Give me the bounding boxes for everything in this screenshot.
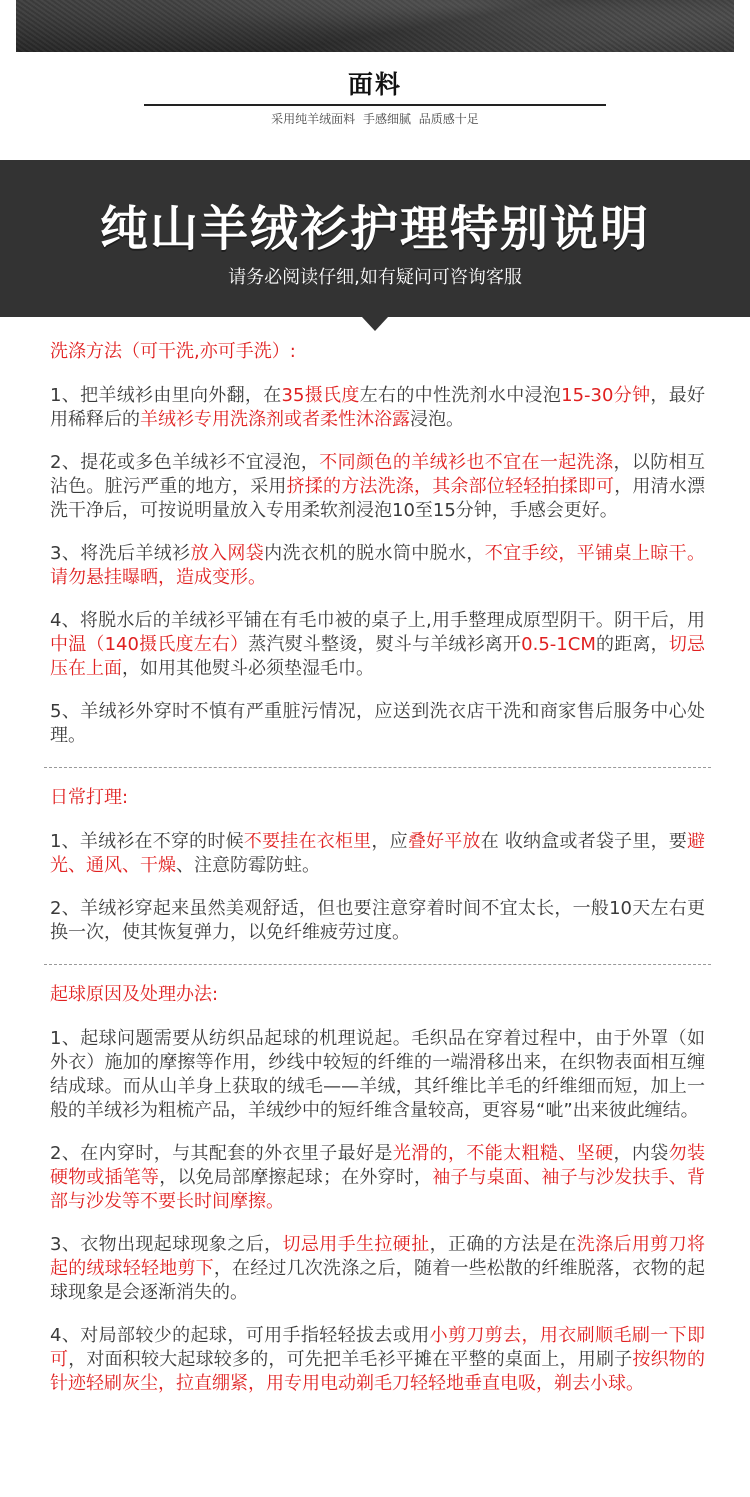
care-paragraph <box>50 897 705 945</box>
banner-title: 纯山羊绒衫护理特别说明 <box>99 201 650 257</box>
highlight-text: 按织物的针迹轻刷灰尘，拉直绷紧，用专用电动剃毛刀轻轻地垂直电吸，剃去小球。 <box>50 1349 706 1394</box>
body-text: 内洗衣机的脱水筒中脱水， <box>264 543 485 564</box>
body-text: 5、羊绒衫外穿时不慎有严重脏污情况，应送到洗衣店干洗和商家售后服务中心处理。 <box>50 701 705 746</box>
care-paragraph <box>50 700 705 748</box>
fabric-subtitle: 采用纯羊绒面料 手感细腻 品质感十足 <box>271 112 479 126</box>
body-text: 3、将洗后羊绒衫 <box>50 543 191 564</box>
highlight-text: 0.5-1CM <box>521 634 596 655</box>
highlight-text: 洗涤后用剪刀将起的绒球轻轻地剪下 <box>50 1234 706 1279</box>
body-text: 在 收纳盒或者袋子里，要 <box>480 831 688 852</box>
daily-heading: 日常打理: <box>50 787 129 808</box>
body-text: 浸泡。 <box>410 409 464 430</box>
highlight-text: 中温（140摄氏度左右） <box>50 634 249 655</box>
body-text: 4、将脱水后的羊绒衫平铺在有毛巾被的桌子上,用手整理成原型阴干。阴干后，用 <box>50 610 705 631</box>
body-text: 2、提花或多色羊绒衫不宜浸泡， <box>50 452 320 473</box>
care-paragraph <box>50 1027 705 1123</box>
body-text: 的距离， <box>595 634 669 655</box>
washing-list <box>50 384 705 748</box>
fabric-photo <box>16 0 734 52</box>
washing-section <box>50 340 705 748</box>
care-paragraph <box>50 1142 705 1214</box>
fabric-title: 面料 <box>347 70 402 99</box>
highlight-text: 35摄氏度 <box>281 385 360 406</box>
highlight-text: 挤揉的方法洗涤，其余部位轻轻拍揉即可 <box>286 476 615 497</box>
body-text: ，正确的方法是在 <box>429 1234 577 1255</box>
highlight-text: 不要挂在衣柜里 <box>243 831 372 852</box>
pilling-section <box>50 983 705 1396</box>
body-text: ，用清水漂洗干净后，可按说明量放入专用柔软剂浸泡10至15分钟，手感会更好。 <box>50 476 706 521</box>
daily-list <box>50 830 705 945</box>
daily-section <box>50 786 705 945</box>
care-paragraph <box>50 451 705 523</box>
care-paragraph <box>50 609 705 681</box>
body-text: ，应 <box>371 831 408 852</box>
pilling-list <box>50 1027 705 1396</box>
body-text: 2、羊绒衫穿起来虽然美观舒适，但也要注意穿着时间不宜太长，一般10天左右更换一次，使其恢复弹力，以免纤维疲劳过度。 <box>50 898 705 943</box>
care-content <box>50 340 705 1415</box>
body-text: 蒸汽熨斗整烫，熨斗与羊绒衫离开 <box>248 634 522 655</box>
body-text: ，以免局部摩擦起球；在外穿时， <box>159 1167 433 1188</box>
title-rule <box>144 104 606 106</box>
highlight-text: 切忌用手生拉硬扯 <box>282 1234 430 1255</box>
banner-subtitle: 请务必阅读仔细,如有疑问可咨询客服 <box>228 267 522 288</box>
body-text: 4、对局部较少的起球，可用手指轻轻拔去或用 <box>50 1325 430 1346</box>
highlight-text: 勿装硬物或插笔等 <box>50 1143 706 1188</box>
highlight-text: 羊绒衫专用洗涤剂或者柔性沐浴露 <box>140 409 410 430</box>
dashed-divider <box>44 964 711 965</box>
body-text: 3、衣物出现起球现象之后， <box>50 1234 283 1255</box>
body-text: 1、起球问题需要从纺织品起球的机理说起。毛织品在穿着过程中，由于外罩（如外衣）施加的摩擦等作用，纱线中较短的纤维的一端滑移出来，在织物表面相互缠结成球。而从山羊身上获取的绒毛——羊绒，其纤维比羊毛的纤维细而短，加上一般的羊绒衫为粗梳产品，羊绒纱中的短纤维含量较高，更容易“呲”出来彼此缠结。 <box>50 1028 705 1121</box>
highlight-text: 避光、通风、干燥 <box>50 831 706 876</box>
body-text: ，对面积较大起球较多的，可先把羊毛衫平摊在平整的桌面上，用刷子 <box>68 1349 633 1370</box>
care-paragraph <box>50 1233 705 1305</box>
highlight-text: 叠好平放 <box>407 831 481 852</box>
highlight-text: 不同颜色的羊绒衫也不宜在一起洗涤 <box>319 452 614 473</box>
body-text: 1、羊绒衫在不穿的时候 <box>50 831 244 852</box>
body-text: 1、把羊绒衫由里向外翻，在 <box>50 385 282 406</box>
banner-arrow-down <box>362 317 388 331</box>
highlight-text: 15-30分钟 <box>561 385 651 406</box>
body-text: 左右的中性洗剂水中浸泡 <box>359 385 562 406</box>
body-text: ，内袋 <box>613 1143 669 1164</box>
care-banner <box>0 160 750 317</box>
highlight-text: 小剪刀剪去，用衣刷顺毛刷一下即可 <box>50 1325 705 1370</box>
washing-heading: 洗涤方法（可干洗,亦可手洗）: <box>50 341 296 362</box>
highlight-text: 切忌压在上面 <box>50 634 706 679</box>
care-paragraph <box>50 830 705 878</box>
body-text: 、注意防霉防蛀。 <box>176 855 320 876</box>
care-paragraph <box>50 1324 705 1396</box>
dashed-divider <box>44 767 711 768</box>
care-paragraph <box>50 384 705 432</box>
highlight-text: 袖子与桌面、袖子与沙发扶手、背部与沙发等不要长时间摩擦。 <box>50 1167 706 1212</box>
highlight-text: 放入网袋 <box>190 543 265 564</box>
body-text: ，在经过几次洗涤之后，随着一些松散的纤维脱落，衣物的起球现象是会逐渐消失的。 <box>50 1258 706 1303</box>
body-text: ，如用其他熨斗必须垫湿毛巾。 <box>122 658 374 679</box>
pilling-heading: 起球原因及处理办法: <box>50 984 219 1005</box>
body-text: 2、在内穿时，与其配套的外衣里子最好是 <box>50 1143 393 1164</box>
care-paragraph <box>50 542 705 590</box>
highlight-text: 光滑的，不能太粗糙、坚硬 <box>392 1143 614 1164</box>
highlight-text: 不宜手绞，平铺桌上晾干。请勿悬挂曝晒，造成变形。 <box>50 543 706 588</box>
body-text: ，以防相互沾色。脏污严重的地方，采用 <box>50 452 706 497</box>
body-text: ，最好用稀释后的 <box>50 385 706 430</box>
